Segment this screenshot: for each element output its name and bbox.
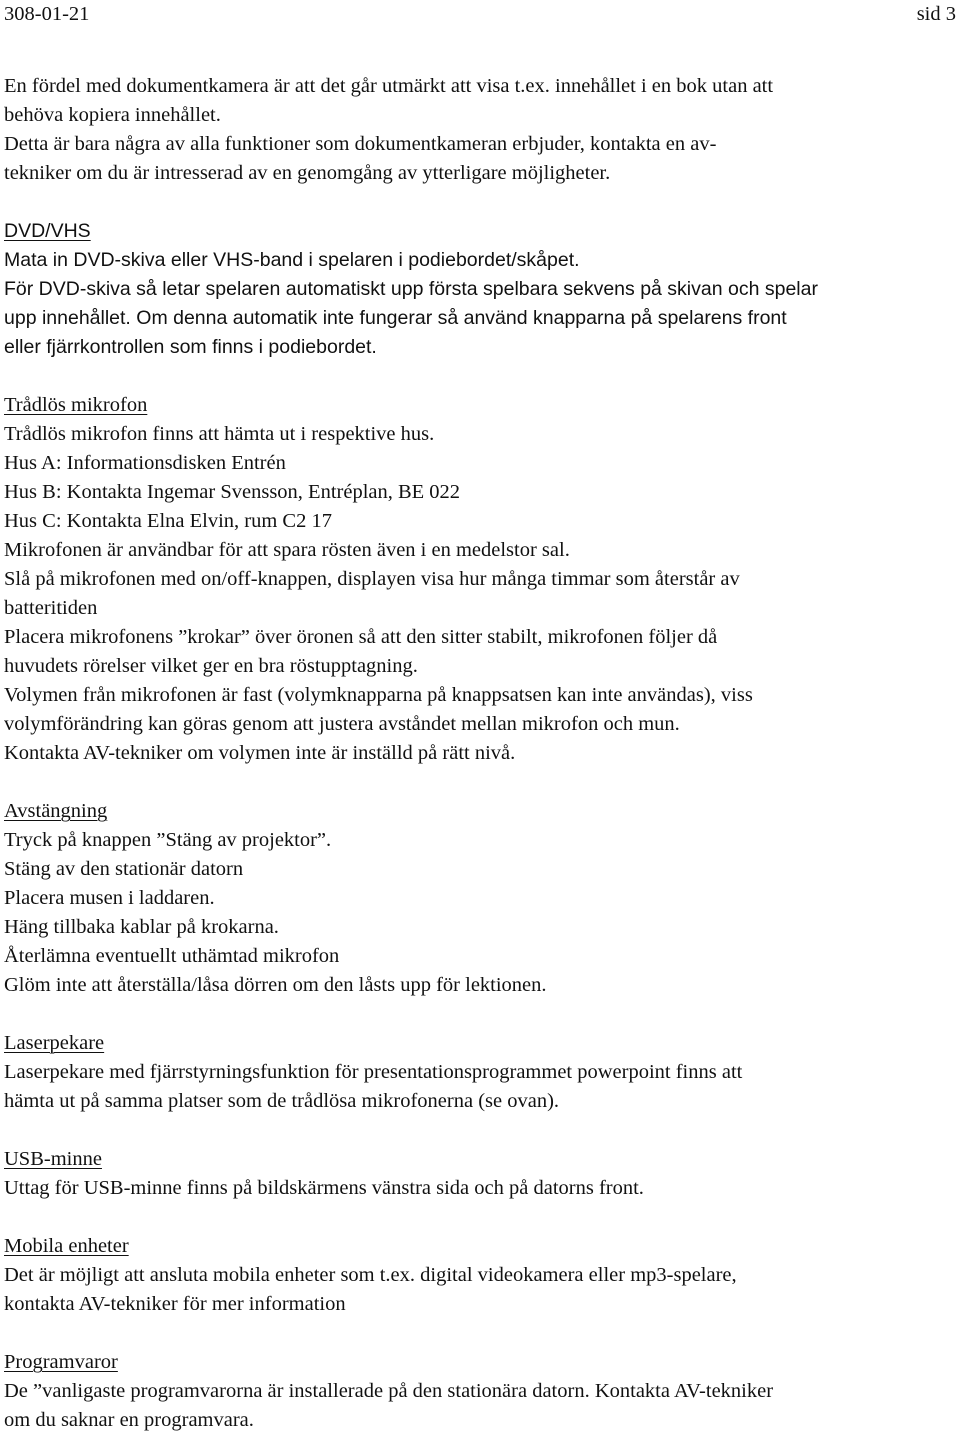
section-wireless-microphone	[4, 391, 960, 768]
text-line: Kontakta AV-tekniker om volymen inte är inställd på rätt nivå.	[4, 742, 516, 764]
section-heading: Avstängning	[4, 800, 108, 822]
page-number: sid 3	[916, 3, 956, 25]
text-line: Hus B: Kontakta Ingemar Svensson, Entréplan, BE 022	[4, 481, 461, 503]
text-line: Slå på mikrofonen med on/off-knappen, displayen visa hur många timmar som återstår av	[4, 568, 740, 590]
section-laser-pointer	[4, 1029, 960, 1116]
section-mobile-devices	[4, 1232, 960, 1319]
text-line: Hus A: Informationsdisken Entrén	[4, 452, 286, 474]
text-line: Detta är bara några av alla funktioner som dokumentkameran erbjuder, kontakta en av-	[4, 133, 717, 155]
text-line: Häng tillbaka kablar på krokarna.	[4, 916, 279, 938]
document-date: 308-01-21	[4, 3, 90, 25]
text-line: Hus C: Kontakta Elna Elvin, rum C2 17	[4, 510, 332, 532]
text-line: eller fjärrkontrollen som finns i podiebordet.	[4, 336, 377, 358]
section-shutdown	[4, 797, 960, 1000]
section-heading: Mobila enheter	[4, 1235, 129, 1257]
page-header	[4, 0, 960, 30]
section-heading: USB-minne	[4, 1148, 102, 1170]
text-line: Tryck på knappen ”Stäng av projektor”.	[4, 829, 332, 851]
text-line: tekniker om du är intresserad av en genomgång av ytterligare möjligheter.	[4, 162, 611, 184]
section-software	[4, 1348, 960, 1435]
text-line: Mata in DVD-skiva eller VHS-band i spelaren i podiebordet/skåpet.	[4, 249, 580, 271]
text-line: För DVD-skiva så letar spelaren automatiskt upp första spelbara sekvens på skivan och spelar	[4, 278, 818, 300]
section-usb-memory	[4, 1145, 960, 1203]
text-line: Trådlös mikrofon finns att hämta ut i respektive hus.	[4, 423, 435, 445]
text-line: kontakta AV-tekniker för mer information	[4, 1293, 346, 1315]
intro-paragraph	[4, 72, 960, 188]
text-line: Placera mikrofonens ”krokar” över öronen så att den sitter stabilt, mikrofonen följer då	[4, 626, 718, 648]
text-line: om du saknar en programvara.	[4, 1409, 254, 1431]
document-page	[4, 0, 960, 1435]
text-line: Placera musen i laddaren.	[4, 887, 215, 909]
text-line: hämta ut på samma platser som de trådlösa mikrofonerna (se ovan).	[4, 1090, 560, 1112]
section-dvd-vhs	[4, 217, 960, 362]
text-line: Volymen från mikrofonen är fast (volymknapparna på knappsatsen kan inte användas), viss	[4, 684, 753, 706]
text-line: En fördel med dokumentkamera är att det går utmärkt att visa t.ex. innehållet i en bok utan att	[4, 75, 774, 97]
section-heading: Programvaror	[4, 1351, 118, 1373]
section-heading: Trådlös mikrofon	[4, 394, 148, 416]
text-line: upp innehållet. Om denna automatik inte fungerar så använd knapparna på spelarens front	[4, 307, 787, 329]
text-line: Mikrofonen är användbar för att spara rösten även i en medelstor sal.	[4, 539, 570, 561]
text-line: Laserpekare med fjärrstyrningsfunktion för presentationsprogrammet powerpoint finns att	[4, 1061, 743, 1083]
text-line: Glöm inte att återställa/låsa dörren om den låsts upp för lektionen.	[4, 974, 547, 996]
text-line: volymförändring kan göras genom att justera avståndet mellan mikrofon och mun.	[4, 713, 680, 735]
text-line: Det är möjligt att ansluta mobila enheter som t.ex. digital videokamera eller mp3-spelare,	[4, 1264, 737, 1286]
text-line: batteritiden	[4, 597, 98, 619]
section-heading: DVD/VHS	[4, 220, 91, 242]
text-line: De ”vanligaste programvarorna är installerade på den stationära datorn. Kontakta AV-tekniker	[4, 1380, 774, 1402]
section-heading: Laserpekare	[4, 1032, 105, 1054]
text-line: Stäng av den stationär datorn	[4, 858, 244, 880]
text-line: Återlämna eventuellt uthämtad mikrofon	[4, 945, 340, 967]
document-body	[4, 72, 960, 1435]
text-line: behöva kopiera innehållet.	[4, 104, 221, 126]
text-line: Uttag för USB-minne finns på bildskärmens vänstra sida och på datorns front.	[4, 1177, 644, 1199]
text-line: huvudets rörelser vilket ger en bra röstupptagning.	[4, 655, 418, 677]
